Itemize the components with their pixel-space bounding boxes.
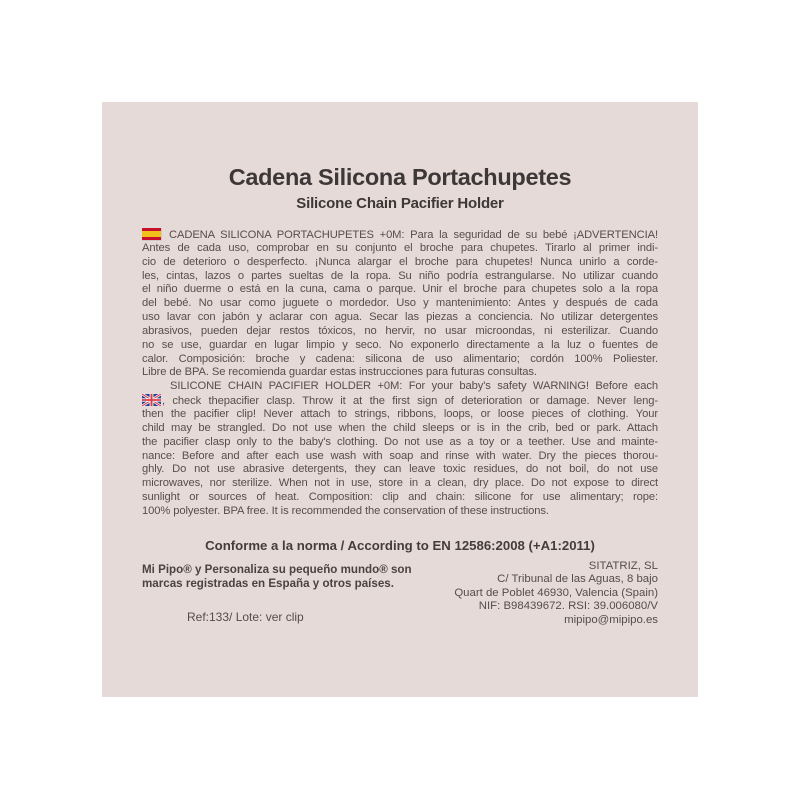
body-line-es: Libre de BPA. Se recomienda guardar estas instrucciones para futuras consultas.: [142, 366, 537, 379]
body-line-es: calor. Composición: broche y cadena: silicona de uso alimentario; cordón 100% Poliester.: [142, 352, 658, 365]
body-line-en: SILICONE CHAIN PACIFIER HOLDER +0M: For your baby's safety WARNING! Before each: [170, 380, 658, 393]
company-address-line: Quart de Poblet 46930, Valencia (Spain): [454, 586, 658, 599]
trademark-line: marcas registradas en España y otros países.: [142, 576, 394, 590]
trademark-notice: [142, 560, 412, 590]
company-name: SITATRIZ, SL: [588, 560, 658, 572]
company-address-line: C/ Tribunal de las Aguas, 8 bajo: [497, 573, 658, 586]
body-line-es: [142, 228, 658, 242]
page-title: Cadena Silicona Portachupetes: [228, 164, 572, 190]
body-line-en: then the pacifier clip! Never attach to strings, ribbons, loops, or loose pieces of clothing. Your: [142, 407, 658, 420]
body-line-es: les, cintas, lazos o partes sueltas de la ropa. Su niño podría estrangularse. No utilizar cuando: [142, 269, 658, 282]
body-line-en: nance: Before and after each use wash with soap and rinse with water. Dry the pieces thorou-: [142, 449, 658, 462]
ref-lote: Ref:133/ Lote: ver clip: [187, 610, 304, 624]
body-line-es: cio de deterioro o desperfecto. ¡Nunca alargar el broche para chupetes! Nunca unirlo a corde-: [142, 255, 658, 268]
spain-flag-icon: [142, 228, 161, 240]
body-line-es: no se use, guardar en lugar limpio y seco. No exponerlo directamente a la luz o fuentes de: [142, 338, 658, 351]
body-line-en: sunlight or sources of heat. Composition: clip and chain: silicone for use alimentary; rope:: [142, 491, 658, 504]
trademark-line: Mi Pipo® y Personaliza su pequeño mundo® son: [142, 563, 412, 576]
body-line-en: [142, 394, 658, 408]
body-line-es: Antes de cada uso, comprobar en su conjunto el broche para chupetes. Tirarlo al primer indi-: [142, 241, 658, 254]
body-line-text: CADENA SILICONA PORTACHUPETES +0M: Para la seguridad de su bebé ¡ADVERTENCIA!: [169, 229, 658, 241]
company-tax-id: NIF: B98439672. RSI: 39.006080/V: [478, 600, 658, 613]
company-email: mipipo@mipipo.es: [564, 613, 658, 626]
body-line-en: microwaves, nor sterilize. When not in use, store in a clean, dry place. Do not expose to direct: [142, 477, 658, 490]
body-line-en: child may be strangled. Do not use when the child sleeps or is in the crib, bed or park. Attach: [142, 421, 658, 434]
instructions-text: [142, 228, 658, 519]
body-line-en: the pacifier clasp only to the baby's clothing. Do not use as a toy or a teether. Use and mainte-: [142, 435, 658, 448]
body-line-en: 100% polyester. BPA free. It is recommended the conservation of these instructions.: [142, 504, 549, 517]
body-line-en: ghly. Do not use abrasive detergents, they can leave toxic residues, do not boil, do not use: [142, 463, 658, 476]
body-line-es: abrasivos, pueden dejar restos tóxicos, no hervir, no usar microondas, ni esterilizar. Cuando: [142, 324, 658, 337]
label-panel: [102, 102, 698, 697]
uk-flag-icon: [142, 394, 161, 406]
company-address: [454, 560, 658, 627]
body-line-es: uso lavar con jabón y aclarar con agua. Secar las piezas a conciencia. No utilizar detergentes: [142, 311, 658, 324]
body-line-text: , check thepacifier clasp. Throw it at the first sign of deterioration or damage. Never leng-: [162, 395, 658, 408]
page-subtitle: Silicone Chain Pacifier Holder: [296, 195, 504, 212]
compliance-note: Conforme a la norma / According to EN 12586:2008 (+A1:2011): [205, 538, 595, 553]
body-line-es: el niño duerme o está en la cuna, cama o parque. Unir el broche para chupetes solo a la ropa: [142, 283, 658, 296]
body-line-es: del bebé. No usar como juguete o mordedor. Uso y mantenimiento: Antes y después de cada: [142, 297, 658, 310]
